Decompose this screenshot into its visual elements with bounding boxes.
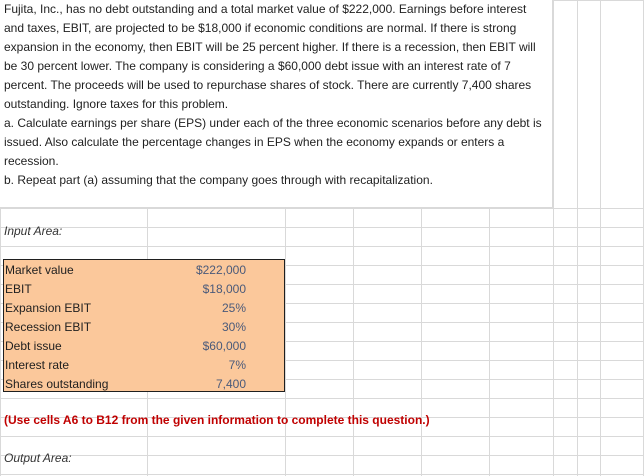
input-value[interactable]: $18,000 xyxy=(202,282,246,296)
input-value[interactable]: $222,000 xyxy=(195,263,246,277)
input-label: Interest rate xyxy=(5,358,70,372)
problem-line: Fujita, Inc., has no debt outstanding and a total market value of $222,000. Earnings before interest xyxy=(4,2,527,16)
input-label: Shares outstanding xyxy=(5,377,109,391)
input-label: Market value xyxy=(5,263,74,277)
instruction-note[interactable]: (Use cells A6 to B12 from the given information to complete this question.) xyxy=(4,413,430,427)
input-value[interactable]: 7% xyxy=(228,358,246,372)
input-row-debt-issue[interactable] xyxy=(3,337,285,356)
input-row-ebit[interactable] xyxy=(3,280,285,299)
problem-line: a. Calculate earnings per share (EPS) under each of the three economic scenarios before any debt is xyxy=(4,116,542,130)
problem-line: expansion in the economy, then EBIT will be 25 percent higher. If there is a recession, then EBIT will xyxy=(4,40,536,54)
input-row-interest-rate[interactable] xyxy=(3,356,285,375)
input-label: Expansion EBIT xyxy=(5,301,92,315)
input-value[interactable]: 25% xyxy=(221,301,246,315)
problem-line: outstanding. Ignore taxes for this problem. xyxy=(4,97,229,111)
problem-statement-cell[interactable] xyxy=(0,0,553,208)
input-row-expansion-ebit[interactable] xyxy=(3,299,285,318)
input-label: EBIT xyxy=(5,282,32,296)
input-row-shares-outstanding[interactable] xyxy=(3,375,285,394)
problem-line: issued. Also calculate the percentage changes in EPS when the economy expands or enters a xyxy=(4,135,505,149)
input-row-market-value[interactable] xyxy=(3,261,285,280)
problem-line: and taxes, EBIT, are projected to be $18,000 if economic conditions are normal. If there is strong xyxy=(4,21,517,35)
input-row-recession-ebit[interactable] xyxy=(3,318,285,337)
input-area-label[interactable]: Input Area: xyxy=(4,224,63,238)
input-value[interactable]: 7,400 xyxy=(215,377,246,391)
problem-line: percent. The proceeds will be used to repurchase shares of stock. There are currently 7,400 shares xyxy=(4,78,532,92)
input-label: Recession EBIT xyxy=(5,320,92,334)
problem-line: be 30 percent lower. The company is considering a $60,000 debt issue with an interest rate of 7 xyxy=(4,59,511,73)
problem-line: recession. xyxy=(4,154,59,168)
output-area-label[interactable]: Output Area: xyxy=(4,451,72,465)
input-value[interactable]: $60,000 xyxy=(202,339,246,353)
problem-line: b. Repeat part (a) assuming that the company goes through with recapitalization. xyxy=(4,173,433,187)
input-value[interactable]: 30% xyxy=(221,320,246,334)
input-label: Debt issue xyxy=(5,339,62,353)
